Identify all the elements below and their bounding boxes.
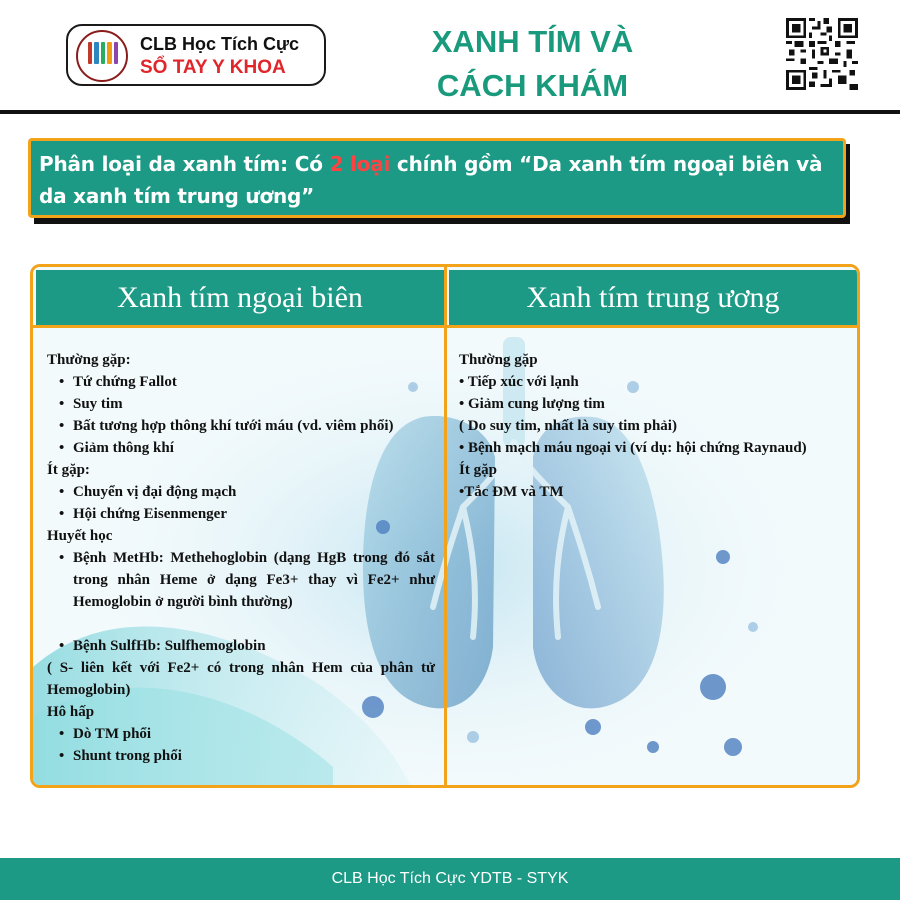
list-item: • Tứ chứng Fallot xyxy=(59,371,435,393)
peripheral-cyanosis-content xyxy=(47,349,435,767)
common-list xyxy=(47,371,435,459)
list-item: •Tắc ĐM và TM xyxy=(459,484,564,500)
list-item: • Bất tương hợp thông khí tưới máu (vd. viêm phổi) xyxy=(59,415,435,437)
logo-title: CLB Học Tích Cực xyxy=(140,34,300,54)
central-cyanosis-content xyxy=(459,349,855,503)
classification-prefix: Phân loại da xanh tím: Có xyxy=(39,152,330,176)
page-title-line2: CÁCH KHÁM xyxy=(436,68,629,103)
list-item: • Tiếp xúc với lạnh xyxy=(459,374,579,390)
list-item: • Bệnh SulfHb: Sulfhemoglobin xyxy=(59,635,435,657)
list-item: • Bệnh MetHb: Methehoglobin (dạng HgB trong đó sắt trong nhân Heme ở dạng Fe3+ thay vì Fe2+ như Hemoglobin ở người bình thường) xyxy=(59,547,435,613)
footer: CLB Học Tích Cực YDTB - STYK xyxy=(0,858,900,900)
rare-label: Ít gặp: xyxy=(47,462,90,478)
header-divider xyxy=(0,110,900,114)
rare-label: Ít gặp xyxy=(459,462,497,478)
classification-suffix: chính gồm “Da xanh tím ngoại biên và da xanh tím trung ương” xyxy=(39,152,823,208)
page-title-line1: XANH TÍM VÀ xyxy=(431,24,634,59)
column-divider xyxy=(444,267,447,788)
list-item: • Bệnh mạch máu ngoại vi (ví dụ: hội chứng Raynaud) xyxy=(459,440,807,456)
common-label: Thường gặp: xyxy=(47,352,131,368)
rare-list xyxy=(47,481,435,525)
hematology-label: Huyết học xyxy=(47,528,113,544)
page-title xyxy=(390,20,675,108)
list-item: • Suy tim xyxy=(59,393,435,415)
hematology-list xyxy=(47,547,435,657)
list-item: ( Do suy tim, nhất là suy tim phải) xyxy=(459,418,677,434)
list-item: • Hội chứng Eisenmenger xyxy=(59,503,435,525)
club-logo xyxy=(66,24,326,86)
comparison-table xyxy=(30,264,860,788)
logo-subtitle: SỔ TAY Y KHOA xyxy=(140,57,286,78)
hematology-note: ( S- liên kết với Fe2+ có trong nhân Hem của phân tử Hemoglobin) xyxy=(47,660,435,698)
common-label: Thường gặp xyxy=(459,352,538,368)
header-row-divider xyxy=(33,325,860,328)
column-header-central: Xanh tím trung ương xyxy=(449,270,857,325)
qr-code-icon[interactable] xyxy=(786,18,858,90)
club-emblem-icon xyxy=(76,30,128,82)
list-item: • Shunt trong phổi xyxy=(59,745,435,767)
list-item: • Giảm cung lượng tim xyxy=(459,396,605,412)
list-item: • Giảm thông khí xyxy=(59,437,435,459)
respiratory-list xyxy=(47,723,435,767)
classification-highlight: 2 loại xyxy=(329,152,391,176)
list-item: • Chuyển vị đại động mạch xyxy=(59,481,435,503)
list-item: • Dò TM phổi xyxy=(59,723,435,745)
classification-box xyxy=(28,138,846,218)
respiratory-label: Hô hấp xyxy=(47,704,95,720)
column-header-peripheral: Xanh tím ngoại biên xyxy=(36,270,444,325)
